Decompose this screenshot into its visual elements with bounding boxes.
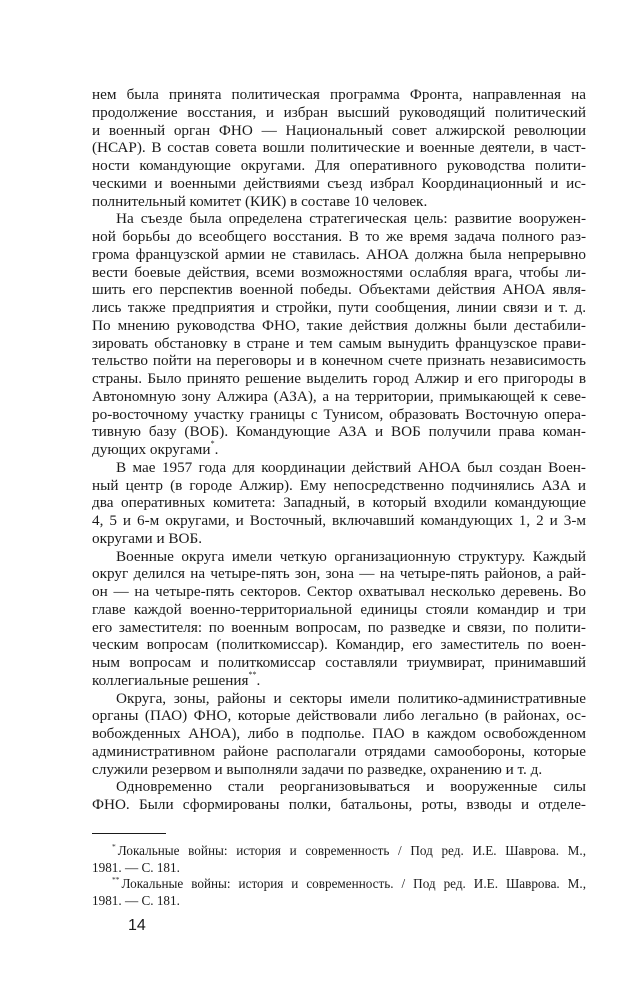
text-line: его заместителя: по военным вопросам, по разведке и связи, по полити- xyxy=(92,618,586,636)
text-line-with-footnote: дующих округами*. xyxy=(92,438,219,458)
text-line: По мнению руководства ФНО, такие действия должны были дестабили- xyxy=(92,316,586,334)
text-line: Автономную зону Алжира (АЗА), а на территории, примыкающей к севе- xyxy=(92,387,586,405)
text-line: ческими и военными действиями съезд избрал Координационный и ис- xyxy=(92,174,586,192)
text-line: ной борьбы до всеобщего восстания. В то же время задача полного раз- xyxy=(92,228,586,245)
footnote-text: Локальные войны: история и современность. / Под ред. И.Е. Шаврова. М., xyxy=(121,876,586,891)
text-line: органы (ПАО) ФНО, которые действовали либо легально (в районах, ос- xyxy=(92,707,586,725)
page-number: 14 xyxy=(128,917,146,934)
text-line: (НСАР). В состав совета вошли политические и военные деятели, в част- xyxy=(92,139,586,157)
footnote-text: Локальные войны: история и современность / Под ред. И.Е. Шаврова. М., xyxy=(117,843,586,858)
footnote-2 xyxy=(92,876,586,893)
text-line: Военные округа имели четкую организационную структуру. Каждый xyxy=(116,547,586,565)
text-line: ным вопросам и политкомиссар составляли триумвират, принимавший xyxy=(92,654,586,671)
text-line: 4, 5 и 6-м округами, и Восточный, включавший командующих 1, 2 и 3-м xyxy=(92,512,586,529)
footnote-text: 1981. — С. 181. xyxy=(92,892,180,908)
main-text xyxy=(92,86,586,814)
footnote-divider xyxy=(92,833,166,834)
text-line: полнительный комитет (КИК) в составе 10 человек. xyxy=(92,192,428,210)
footnote-marker: ** xyxy=(112,874,120,884)
footnote-mark: * xyxy=(210,438,215,448)
text-line: вести боевые действия, всеми возможностями ослабляя врага, чтобы ли- xyxy=(92,263,586,281)
text-line: ро-восточному участку границы с Тунисом, образовать Восточную опера- xyxy=(92,405,586,423)
text-line: грома французской армии не ставилась. АНОА должна была непрерывно xyxy=(92,245,586,263)
text-line: он — на четыре-пять секторов. Сектор охватывал несколько деревень. Во xyxy=(92,583,586,600)
footnotes xyxy=(92,843,586,909)
footnote-1 xyxy=(92,843,586,860)
text-line: округами и ВОБ. xyxy=(92,529,203,547)
text-line: Округа, зоны, районы и секторы имели политико-административные xyxy=(116,689,586,707)
text-line: округ делился на четыре-пять зон, зона — на четыре-пять районов, а рай- xyxy=(92,565,586,583)
text-line: лись также предприятия и стройки, пути сообщения, линии связи и т. д. xyxy=(92,299,586,316)
text-line: ческим вопросам (политкомиссар). Командир, его заместитель по воен- xyxy=(92,636,586,654)
text-line: шить его перспектив военной победы. Объектами действия АНОА явля- xyxy=(92,281,586,299)
footnote-mark: ** xyxy=(248,669,257,679)
text-line-with-footnote: коллегиальные решения**. xyxy=(92,669,261,689)
text-line: ный центр (в городе Алжир). Ему непосредственно подчинялись АЗА и xyxy=(92,476,586,494)
text-line: страны. Было принято решение выделить город Алжир и его пригороды в xyxy=(92,370,586,387)
text-line: вобожденных АНОА), либо в подполье. ПАО в каждом освобожденном xyxy=(92,725,586,742)
text-line: ности командующие округами. Для оперативного руководства полити- xyxy=(92,157,586,174)
text-line: На съезде была определена стратегическая цель: развитие вооружен- xyxy=(116,210,586,228)
text-line: служили резервом и выполняли задачи по разведке, охранению и т. д. xyxy=(92,760,543,778)
text-line: нем была принята политическая программа Фронта, направленная на xyxy=(92,86,586,103)
footnote-text: 1981. — С. 181. xyxy=(92,859,180,875)
text-line: главе каждой военно-территориальной единицы стояли командир и три xyxy=(92,600,586,618)
text-line: В мае 1957 года для координации действий АНОА был создан Воен- xyxy=(116,458,586,476)
text-line: коллегиальные решения xyxy=(92,671,249,689)
text-line: зировать обстановку в стране и тем самым вынудить французское прави- xyxy=(92,334,586,352)
text-line: и военный орган ФНО — Национальный совет алжирской революции xyxy=(92,121,586,139)
text-line: два оперативных комитета: Западный, в который входили командующие xyxy=(92,494,586,512)
text-line: ФНО. Были сформированы полки, батальоны, роты, взводы и отделе- xyxy=(92,796,586,813)
footnote-marker: * xyxy=(112,841,116,851)
text-line: административном районе располагали отрядами самообороны, которые xyxy=(92,742,586,760)
text-line: продолжение восстания, и избран высший руководящий политический xyxy=(92,103,586,121)
text-line: Одновременно стали реорганизовываться и вооруженные силы xyxy=(116,778,586,796)
text-line: тивную базу (ВОБ). Командующие АЗА и ВОБ получили права коман- xyxy=(92,423,586,441)
text-line: тельство пойти на переговоры и в конечном счете признать независимость xyxy=(92,352,586,370)
text-line: дующих округами xyxy=(92,441,211,458)
